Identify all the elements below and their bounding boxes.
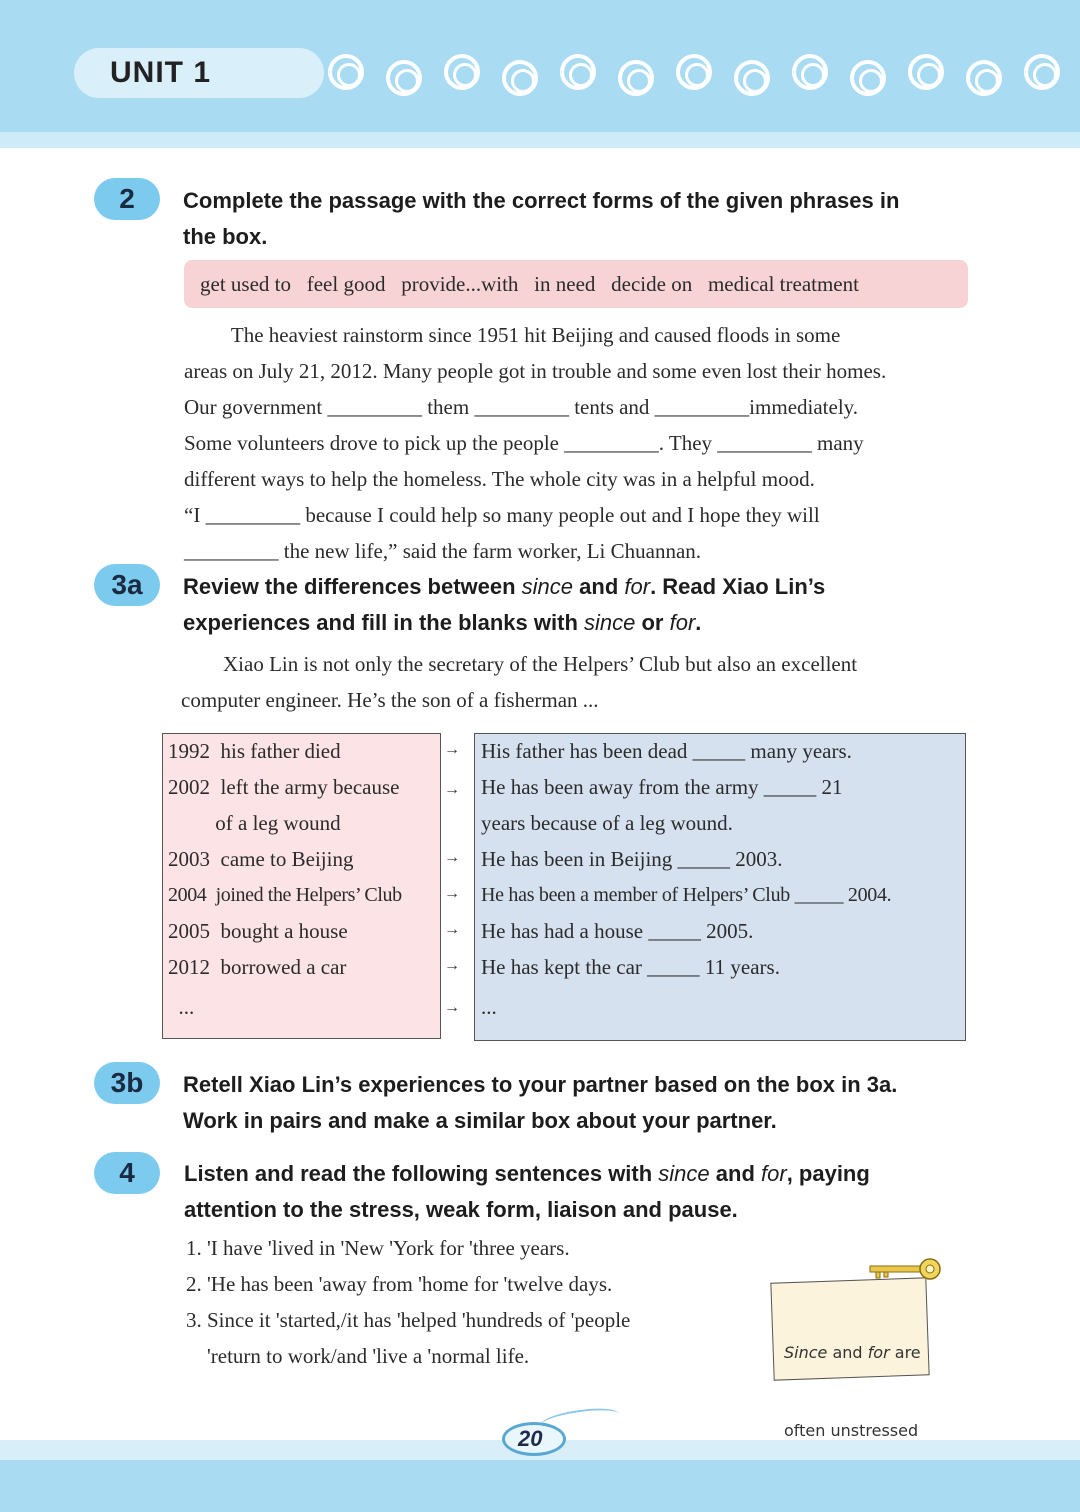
arrow-icon: → — [444, 849, 460, 866]
instruction-line: Work in pairs and make a similar box about your partner. — [183, 1108, 777, 1133]
ring-icon — [1024, 54, 1060, 90]
arrow-icon: → — [444, 921, 460, 938]
timeline-row: 2002 left the army because — [168, 775, 400, 799]
key-icon — [866, 1256, 946, 1284]
section3b-instruction — [183, 1067, 973, 1139]
sentence-row: He has been a member of Helpers’ Club _____ 2004. — [481, 884, 892, 906]
unit-label: UNIT 1 — [110, 56, 212, 89]
pronunciation-sentence: 2. 'He has been 'away from 'home for 'twelve days. — [186, 1272, 613, 1296]
passage-line: Some volunteers drove to pick up the people _________. They _________ many — [184, 431, 864, 455]
passage-line: “I _________ because I could help so many people out and I hope they will — [184, 503, 820, 527]
arrow-icon: → — [444, 781, 460, 798]
section3a-intro — [181, 646, 971, 718]
ring-icon — [560, 54, 596, 90]
sentence-row: years because of a leg wound. — [481, 811, 733, 835]
arrow-icon: → — [444, 999, 460, 1016]
instruction-line: experiences and fill in the blanks with since or for. — [183, 610, 702, 635]
page-number: 20 — [518, 1426, 543, 1451]
tip-line: often unstressed — [784, 1421, 919, 1440]
ring-icon — [618, 60, 654, 96]
ring-icon — [328, 54, 364, 90]
intro-line: Xiao Lin is not only the secretary of the Helpers’ Club but also an excellent — [181, 652, 858, 676]
ring-icon — [908, 54, 944, 90]
section-badge-2: 2 — [94, 178, 160, 220]
arrow-icon: → — [444, 957, 460, 974]
ring-icon — [502, 60, 538, 96]
timeline-row: 2004 joined the Helpers’ Club — [168, 884, 402, 906]
instruction-line: the box. — [183, 224, 268, 249]
tip-line: Since and for are — [784, 1343, 921, 1362]
instruction-line: Retell Xiao Lin’s experiences to your partner based on the box in 3a. — [183, 1072, 898, 1097]
sentence-row: He has been away from the army _____ 21 — [481, 775, 843, 799]
section4-instruction — [184, 1156, 974, 1228]
section-badge-4: 4 — [94, 1152, 160, 1194]
header-stripe — [0, 132, 1080, 148]
sentence-row: His father has been dead _____ many years. — [481, 739, 852, 763]
instruction-line: Listen and read the following sentences with since and for, paying — [184, 1161, 870, 1186]
timeline-row: 2005 bought a house — [168, 919, 348, 943]
footer-band — [0, 1460, 1080, 1512]
pronunciation-sentence: 3. Since it 'started,/it has 'helped 'hundreds of 'people — [186, 1308, 631, 1332]
ring-icon — [734, 60, 770, 96]
ring-icon — [966, 60, 1002, 96]
timeline-row: of a leg wound — [168, 811, 341, 835]
passage-line: The heaviest rainstorm since 1951 hit Beijing and caused floods in some — [184, 323, 841, 347]
timeline-row: 1992 his father died — [168, 739, 341, 763]
passage-line: areas on July 21, 2012. Many people got in trouble and some even lost their homes. — [184, 359, 887, 383]
sentence-row: ... — [481, 995, 497, 1019]
passage-line: Our government _________ them _________ tents and _________immediately. — [184, 395, 859, 419]
section2-instruction — [183, 183, 973, 255]
instruction-line: Review the differences between since and for. Read Xiao Lin’s — [183, 574, 826, 599]
pronunciation-sentence: 1. 'I have 'lived in 'New 'York for 'three years. — [186, 1236, 570, 1260]
section2-passage — [184, 317, 970, 569]
arrow-icon: → — [444, 741, 460, 758]
section-badge-3a: 3a — [94, 564, 160, 606]
ring-icon — [850, 60, 886, 96]
decorative-rings — [326, 50, 1080, 100]
timeline-row: 2003 came to Beijing — [168, 847, 354, 871]
passage-line: different ways to help the homeless. The whole city was in a helpful mood. — [184, 467, 815, 491]
page-number-badge — [502, 1418, 572, 1458]
ring-icon — [444, 54, 480, 90]
arrow-icon: → — [444, 885, 460, 902]
sentence-row: He has kept the car _____ 11 years. — [481, 955, 780, 979]
intro-line: computer engineer. He’s the son of a fisherman ... — [181, 688, 599, 712]
ring-icon — [676, 54, 712, 90]
pronunciation-sentence: 'return to work/and 'live a 'normal life. — [186, 1344, 530, 1368]
sentence-row: He has had a house _____ 2005. — [481, 919, 754, 943]
timeline-row: ... — [168, 995, 195, 1019]
sentence-row: He has been in Beijing _____ 2003. — [481, 847, 783, 871]
timeline-row: 2012 borrowed a car — [168, 955, 347, 979]
section-badge-3b: 3b — [94, 1062, 160, 1104]
instruction-line: Complete the passage with the correct forms of the given phrases in — [183, 188, 900, 213]
instruction-line: attention to the stress, weak form, liaison and pause. — [184, 1197, 738, 1222]
section3a-instruction — [183, 569, 973, 641]
ring-icon — [792, 54, 828, 90]
passage-line: _________ the new life,” said the farm worker, Li Chuannan. — [184, 539, 702, 563]
ring-icon — [386, 60, 422, 96]
phrase-box: get used to feel good provide...with in need decide on medical treatment — [184, 260, 968, 308]
